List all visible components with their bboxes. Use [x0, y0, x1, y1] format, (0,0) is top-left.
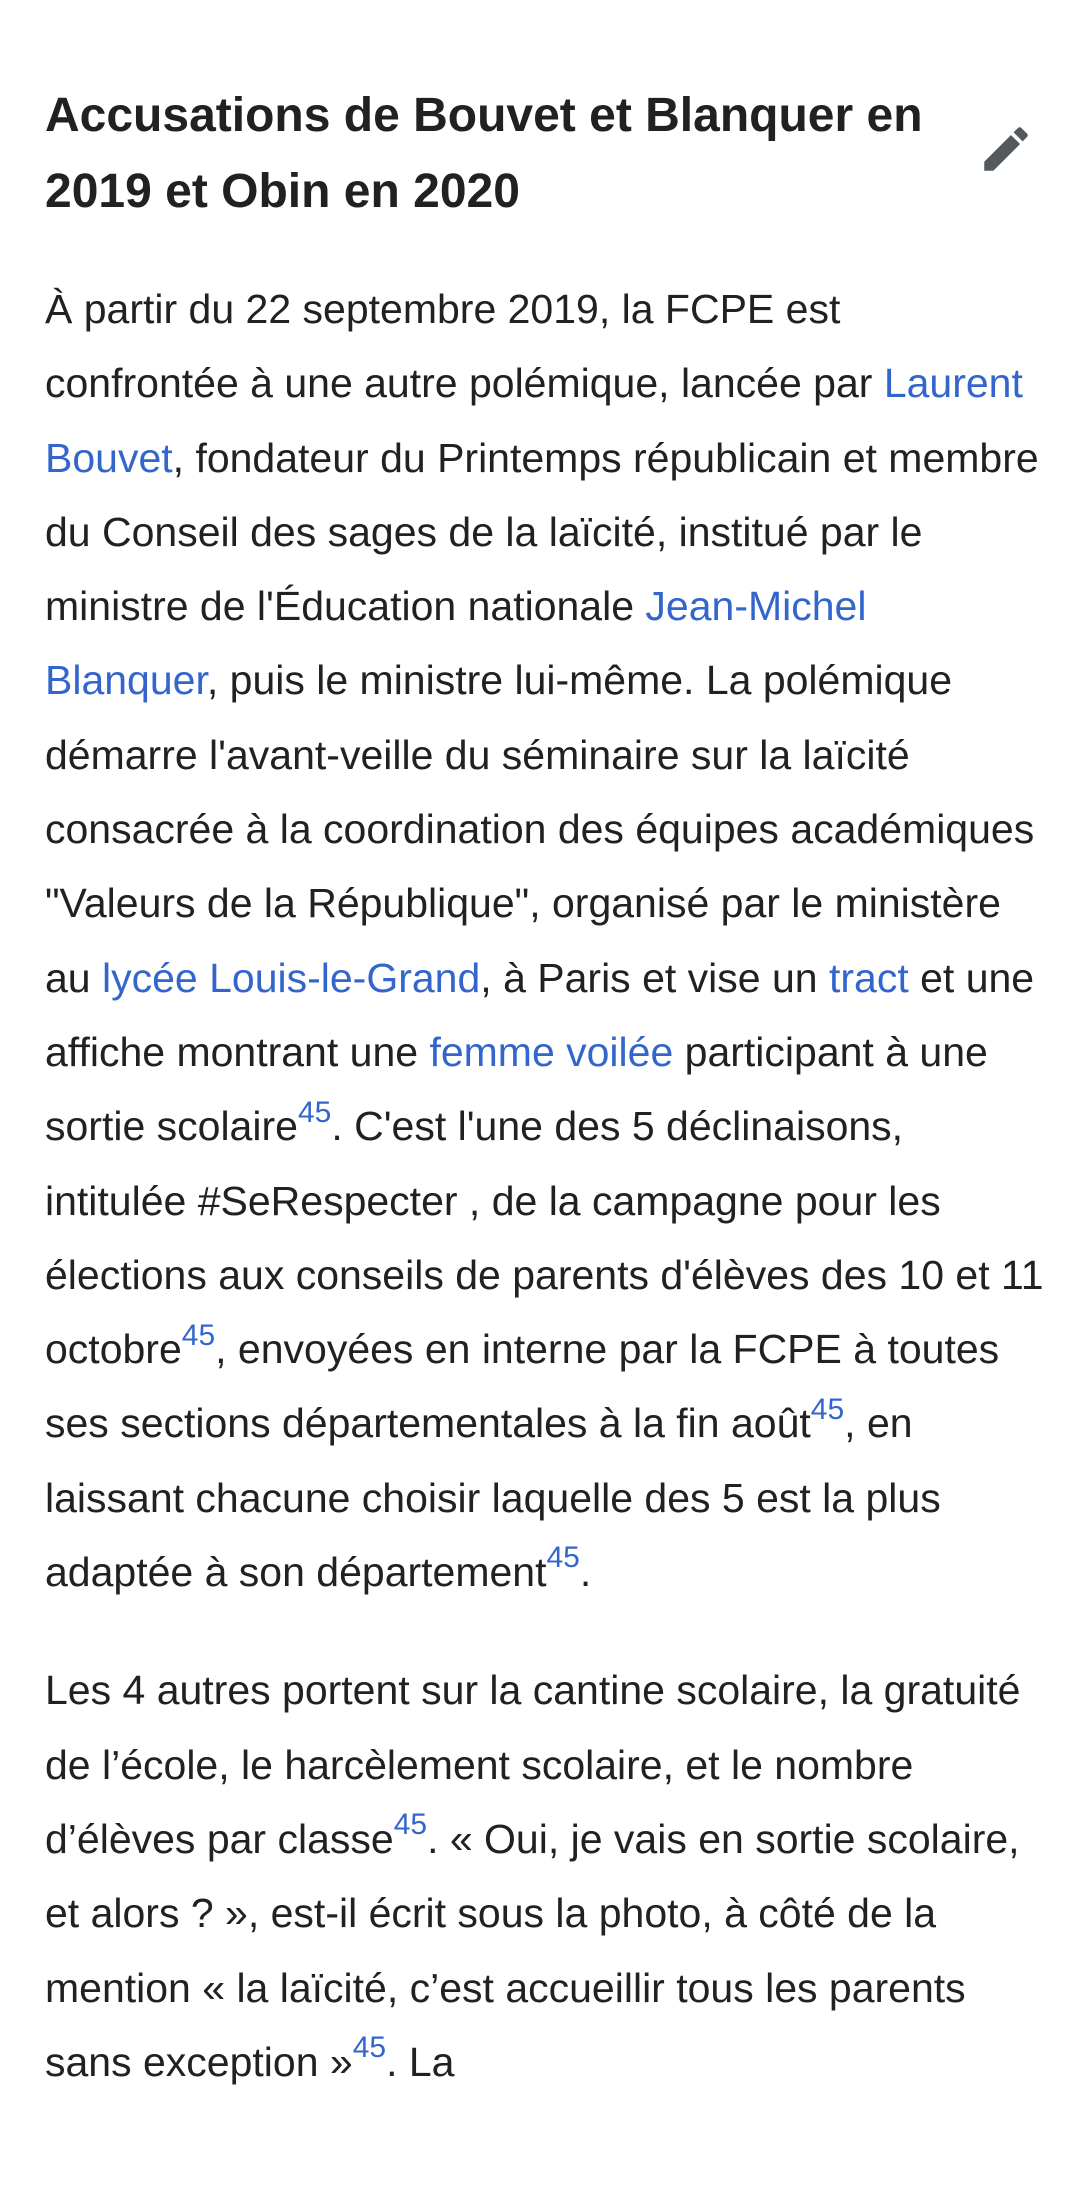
reference-superscript [182, 1319, 215, 1352]
reference-superscript [353, 2031, 386, 2064]
reference-link[interactable]: 45 [297, 1095, 332, 1129]
paragraph-text: . C'est l'une des 5 déclinaisons, intitulée #SeRespecter , de la campagne pour les élections aux conseils de parents d'élèves des 10 et 11 octobre [45, 1103, 1044, 1373]
reference-link[interactable]: 45 [393, 1808, 428, 1842]
link-laurent-bouvet[interactable]: Laurent Bouvet [45, 360, 1023, 481]
paragraph-text: , fondateur du Printemps républicain et membre du Conseil des sages de la laïcité, institué par le ministre de l'Éducation nationale [45, 434, 1039, 630]
link-lycee-louis-le-grand[interactable]: lycée Louis-le-Grand [102, 954, 481, 1001]
reference-link[interactable]: 45 [352, 2031, 387, 2065]
reference-superscript [811, 1393, 844, 1426]
link-femme-voilee[interactable]: femme voilée [429, 1028, 674, 1075]
section-title: Accusations de Bouvet et Blanquer en 2019 et Obin en 2020 [45, 89, 923, 218]
reference-link[interactable]: 45 [546, 1541, 580, 1575]
paragraph-text: Les 4 autres portent sur la cantine scolaire, la gratuité de l’école, le harcèlement scolaire, et le nombre d’élèves par classe [45, 1667, 1021, 1862]
paragraph-text: . [579, 1549, 592, 1596]
reference-superscript [298, 1096, 331, 1129]
pencil-icon[interactable] [977, 120, 1035, 178]
reference-superscript [547, 1541, 580, 1574]
paragraph-text: . « Oui, je vais en sortie scolaire, et alors ? », est-il écrit sous la photo, à côté de la mention « la laïcité, c’est accueillir tous les parents sans exception » [45, 1815, 1020, 2085]
paragraph-text: , à Paris et vise un [480, 954, 829, 1001]
paragraph-text: , en laissant chacune choisir laquelle des 5 est la plus adaptée à son département [45, 1400, 941, 1596]
link-jean-michel-blanquer[interactable]: Jean-Michel Blanquer [45, 583, 867, 704]
reference-link[interactable]: 45 [181, 1318, 216, 1352]
paragraph-text: participant à une sortie scolaire [45, 1028, 988, 1150]
section-header [45, 78, 1035, 230]
paragraph-1 [45, 272, 1045, 1609]
paragraph-2 [45, 1653, 1045, 2099]
paragraph-text: et une affiche montrant une [45, 954, 1035, 1075]
article-content [45, 272, 1045, 2099]
reference-superscript [394, 1808, 427, 1841]
paragraph-text: . La [386, 2038, 455, 2085]
link-tract[interactable]: tract [828, 954, 909, 1001]
paragraph-text: , envoyées en interne par la FCPE à toutes ses sections départementales à la fin août [45, 1326, 1000, 1447]
reference-link[interactable]: 45 [810, 1392, 845, 1426]
paragraph-text: , puis le ministre lui-même. La polémique démarre l'avant-veille du séminaire sur la laïcité consacrée à la coordination des équipes académiques "Valeurs de la République", organisé par le ministère au [45, 657, 1035, 1001]
paragraph-text: À partir du 22 septembre 2019, la FCPE est confrontée à une autre polémique, lancée par [45, 286, 884, 407]
